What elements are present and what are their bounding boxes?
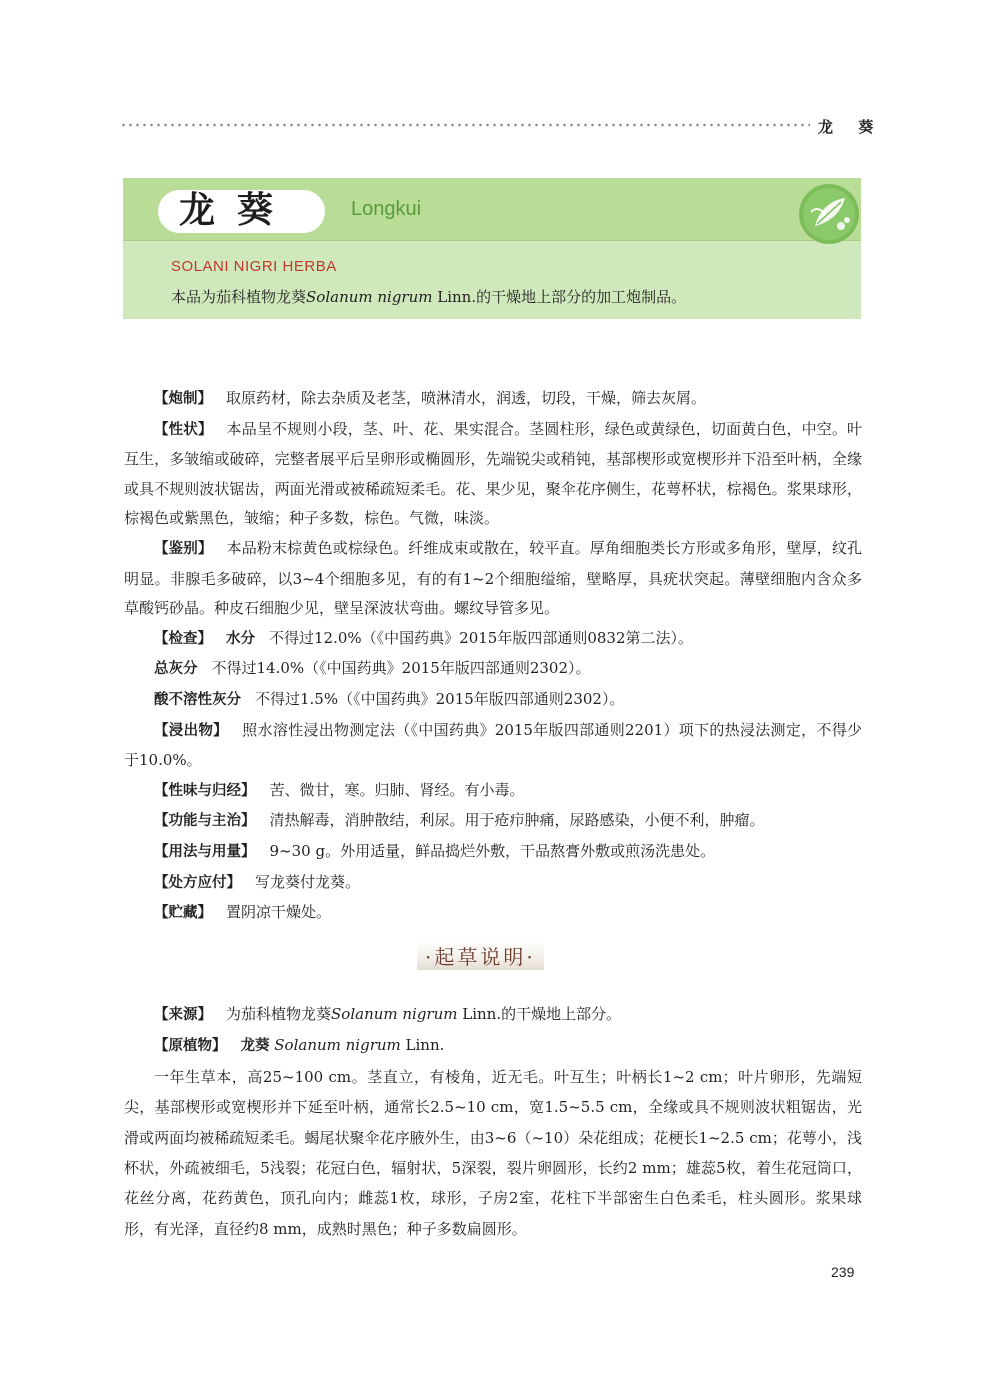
section-acid-ash: [124, 685, 862, 716]
drafting-notes-heading: ·起草说明·: [417, 941, 544, 970]
section-zhucang: [124, 898, 862, 929]
tag-jinchuwu: 【浸出物】: [154, 722, 228, 739]
text-jianbie: 本品粉末棕黄色或棕绿色。纤维成束或散在，较平直。厚角细胞类长方形或多角形，壁厚，纹孔明显。非腺毛多破碎，以3~4个细胞多见，有的有1~2个细胞缢缩，壁略厚，具疣状突起。薄壁细胞内含众多草酸钙砂晶。种皮石细胞少见，壁呈深波状弯曲。螺纹导管多见。: [124, 538, 862, 618]
text-jinchuwu: 照水溶性浸出物测定法（《中国药典》2015年版四部通则2201）项下的热浸法测定，不得少于10.0%。: [124, 720, 863, 770]
title-chinese: 龙葵: [179, 190, 296, 231]
section-paozhi: [124, 384, 862, 415]
label-water: 水分: [226, 630, 255, 647]
section-gongneng: [124, 806, 862, 837]
section-yuanzhiwu: [124, 1030, 862, 1061]
drug-definition: [171, 286, 686, 307]
section-jiancha: [124, 624, 862, 655]
section-laiyuan: [124, 999, 862, 1030]
section-xingwei: [124, 776, 862, 807]
running-head: 龙 葵: [818, 118, 884, 136]
definition-suffix: Linn.的干燥地上部分的加工炮制品。: [432, 288, 687, 306]
text-xingzhuang: 本品呈不规则小段，茎、叶、花、果实混合。茎圆柱形，绿色或黄绿色，切面黄白色，中空。叶互生，多皱缩或破碎，完整者展平后呈卵形或椭圆形，先端锐尖或稍钝，基部楔形或宽楔形并下沿至叶柄，全缘或具不规则波状锯齿，两面光滑或被稀疏短柔毛。花、果少见，聚伞花序侧生，花萼杯状，棕褐色。浆果球形，棕褐色或紫黑色，皱缩；种子多数，棕色。气微，味淡。: [124, 419, 862, 528]
text-paozhi: 取原药材，除去杂质及老茎，喷淋清水，润透，切段，干燥，筛去灰屑。: [226, 389, 707, 407]
section-chufang: [124, 868, 862, 899]
tag-jiancha: 【检查】: [154, 630, 212, 647]
plant-description: 一年生草本，高25~100 cm。茎直立，有棱角，近无毛。叶互生；叶柄长1~2 cm；叶片卵形，先端短尖，基部楔形或宽楔形并下延至叶柄，通常长2.5~10 cm，宽1.5~5.5 cm，全缘或具不规则波状粗锯齿，光滑或两面均被稀疏短柔毛。蝎尾状聚伞花序腋外生，由3~6（~10）朵花组成；花梗长1~2.5 cm；花萼小，浅杯状，外疏被细毛，5浅裂；花冠白色，辐射状，5深裂，裂片卵圆形，长约2 mm；雄蕊5枚，着生花冠筒口，花丝分离，花药黄色，顶孔向内；雌蕊1枚，球形，子房2室，花柱下半部密生白色柔毛，柱头圆形。浆果球形，有光泽，直径约8 mm，成熟时黑色；种子多数扁圆形。: [124, 1067, 862, 1238]
text-zhucang: 置阴凉干燥处。: [226, 903, 332, 922]
label-acid-ash: 酸不溶性灰分: [154, 691, 241, 708]
label-total-ash: 总灰分: [154, 661, 198, 678]
laiyuan-suffix: Linn.的干燥地上部分。: [457, 1005, 622, 1023]
tag-jianbie: 【鉴别】: [154, 540, 213, 557]
header-dotted-rule: [120, 123, 810, 127]
tag-laiyuan: 【来源】: [154, 1007, 212, 1023]
text-gongneng: 清热解毒，消肿散结，利尿。用于疮疖肿痛，尿路感染，小便不利，肿瘤。: [269, 811, 765, 830]
tag-chufang: 【处方应付】: [154, 874, 241, 891]
yuanzhiwu-cn-name: 龙葵: [240, 1038, 270, 1055]
banner-divider: [123, 240, 861, 241]
tag-yongfa: 【用法与用量】: [154, 843, 256, 860]
page-number: 239: [831, 1264, 855, 1280]
section-xingzhuang: [124, 415, 862, 534]
definition-species: Solanum nigrum: [306, 288, 433, 306]
title-pinyin: Longkui: [351, 198, 422, 220]
tag-gongneng: 【功能与主治】: [154, 813, 256, 830]
section-jinchuwu: [124, 716, 862, 776]
tag-xingzhuang: 【性状】: [154, 421, 213, 438]
laiyuan-prefix: 为茄科植物龙葵: [226, 1005, 332, 1023]
section-jianbie: [124, 534, 862, 624]
text-total-ash: 不得过14.0%（《中国药典》2015年版四部通则2302）。: [211, 659, 591, 678]
definition-prefix: 本品为茄科植物龙葵: [171, 288, 307, 306]
tag-yuanzhiwu: 【原植物】: [154, 1038, 227, 1055]
text-acid-ash: 不得过1.5%（《中国药典》2015年版四部通则2302）。: [255, 689, 625, 708]
tag-paozhi: 【炮制】: [154, 391, 212, 407]
yuanzhiwu-species: Solanum nigrum: [274, 1036, 401, 1055]
herb-leaf-icon: [797, 182, 861, 246]
tag-zhucang: 【贮藏】: [154, 905, 212, 922]
section-yongfa: [124, 837, 862, 868]
latin-drug-name: SOLANI NIGRI HERBA: [171, 258, 337, 275]
drafting-notes-body: [124, 999, 862, 1244]
section-total-ash: [124, 654, 862, 685]
monograph-body: [124, 384, 862, 929]
yuanzhiwu-author: Linn.: [400, 1036, 445, 1055]
tag-xingwei: 【性味与归经】: [154, 782, 256, 799]
text-xingwei: 苦、微甘，寒。归肺、肾经。有小毒。: [269, 780, 525, 799]
text-yongfa: 9~30 g。外用适量，鲜品捣烂外敷，干品熬膏外敷或煎汤洗患处。: [269, 841, 716, 860]
text-water: 不得过12.0%（《中国药典》2015年版四部通则0832第二法）。: [269, 628, 694, 647]
laiyuan-species: Solanum nigrum: [331, 1005, 458, 1023]
monograph-banner: [123, 178, 861, 319]
text-chufang: 写龙葵付龙葵。: [255, 872, 361, 891]
